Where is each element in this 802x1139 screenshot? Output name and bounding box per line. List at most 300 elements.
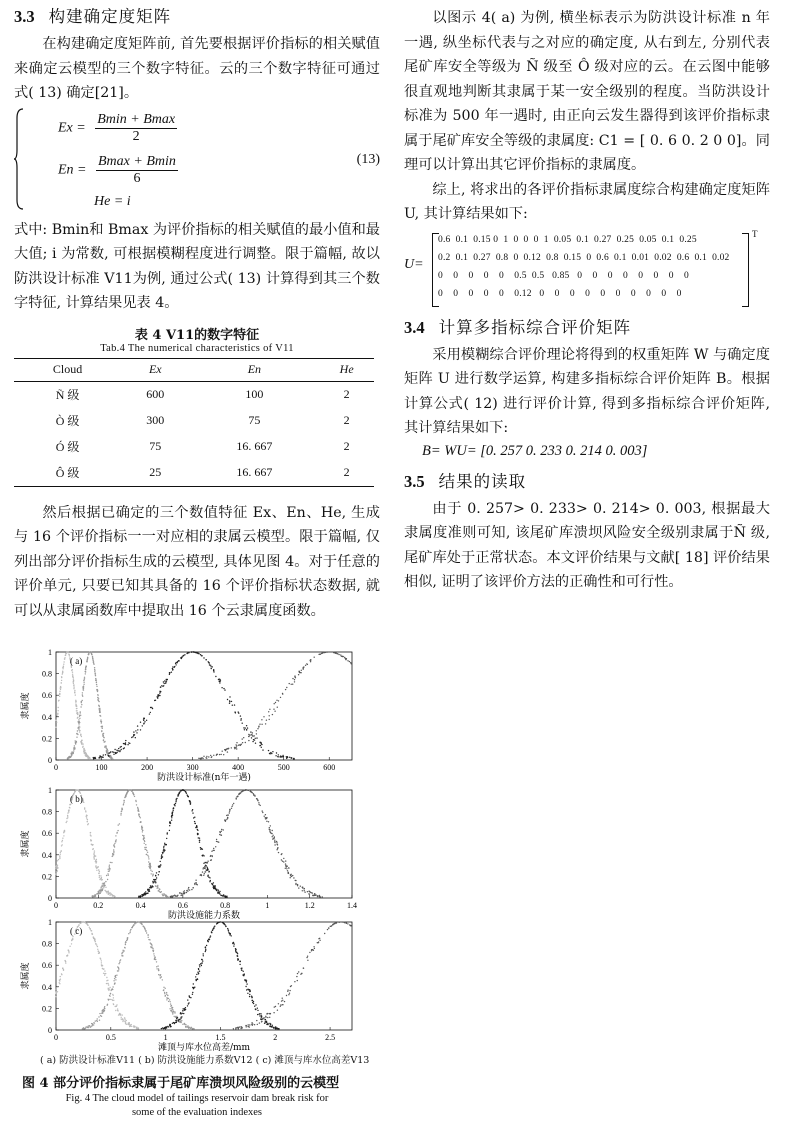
cloud-drop bbox=[350, 925, 351, 926]
cloud-drop bbox=[187, 1005, 188, 1006]
cloud-drop bbox=[173, 810, 174, 811]
cloud-series bbox=[161, 921, 280, 1029]
cloud-drop bbox=[109, 894, 110, 895]
cloud-drop bbox=[76, 733, 77, 734]
cloud-drop bbox=[287, 989, 288, 990]
cloud-drop bbox=[136, 804, 137, 805]
cloud-drop bbox=[95, 1020, 96, 1021]
cloud-drop bbox=[223, 754, 224, 755]
cloud-drop bbox=[136, 922, 137, 923]
cloud-drop bbox=[101, 730, 102, 731]
cloud-drop bbox=[100, 888, 101, 889]
cloud-drop bbox=[161, 858, 162, 859]
cloud-drop bbox=[301, 973, 302, 974]
cloud-drop bbox=[101, 1016, 102, 1017]
cloud-drop bbox=[199, 838, 200, 839]
cloud-drop bbox=[286, 758, 287, 759]
cloud-drop bbox=[102, 1010, 103, 1011]
cloud-drop bbox=[93, 661, 94, 662]
cloud-drop bbox=[209, 664, 210, 665]
cloud-drop bbox=[149, 713, 150, 714]
cloud-drop bbox=[188, 887, 189, 888]
table-cell: 25 bbox=[121, 460, 189, 487]
cloud-drop bbox=[257, 800, 258, 801]
cloud-drop bbox=[71, 939, 72, 940]
cloud-drop bbox=[171, 1009, 172, 1010]
cloud-drop bbox=[261, 1021, 262, 1022]
x-tick-label: 1.2 bbox=[304, 901, 315, 910]
cloud-drop bbox=[287, 870, 288, 871]
cloud-drop bbox=[344, 922, 345, 923]
cloud-drop bbox=[69, 804, 70, 805]
cloud-drop bbox=[161, 854, 162, 855]
cloud-drop bbox=[184, 790, 185, 791]
table-row bbox=[14, 381, 374, 408]
cloud-drop bbox=[219, 682, 220, 683]
cloud-drop bbox=[82, 696, 83, 697]
cloud-drop bbox=[240, 719, 241, 720]
cloud-drop bbox=[105, 754, 106, 755]
cloud-drop bbox=[123, 800, 124, 801]
cloud-drop bbox=[181, 657, 182, 658]
cloud-drop bbox=[68, 952, 69, 953]
cloud-drop bbox=[344, 657, 345, 658]
cloud-drop bbox=[297, 973, 298, 974]
cloud-drop bbox=[257, 1008, 258, 1009]
cloud-drop bbox=[157, 886, 158, 887]
cloud-drop bbox=[179, 792, 180, 793]
cloud-drop bbox=[286, 687, 287, 688]
cloud-drop bbox=[282, 861, 283, 862]
cloud-drop bbox=[286, 868, 287, 869]
y-axis-label: 隶属度 bbox=[21, 692, 31, 720]
cloud-drop bbox=[156, 961, 157, 962]
cloud-drop bbox=[140, 822, 141, 823]
cloud-drop bbox=[56, 996, 57, 997]
table-header: Cloud bbox=[14, 358, 121, 381]
cloud-drop bbox=[157, 965, 158, 966]
cloud-drop bbox=[233, 945, 234, 946]
cloud-drop bbox=[270, 825, 271, 826]
cloud-drop bbox=[262, 812, 263, 813]
cloud-drop bbox=[226, 749, 227, 750]
cloud-drop bbox=[166, 992, 167, 993]
cloud-drop bbox=[213, 928, 214, 929]
cloud-drop bbox=[105, 887, 106, 888]
cloud-drop bbox=[96, 870, 97, 871]
cloud-drop bbox=[100, 715, 101, 716]
cloud-drop bbox=[126, 1024, 127, 1025]
cloud-drop bbox=[151, 945, 152, 946]
cloud-drop bbox=[174, 1023, 175, 1024]
cloud-drop bbox=[256, 1020, 257, 1021]
cloud-drop bbox=[175, 1016, 176, 1017]
cloud-drop bbox=[296, 976, 297, 977]
cloud-drop bbox=[79, 791, 80, 792]
cloud-drop bbox=[143, 717, 144, 718]
cloud-drop bbox=[159, 865, 160, 866]
cloud-drop bbox=[80, 712, 81, 713]
cloud-drop bbox=[181, 1016, 182, 1017]
cloud-drop bbox=[108, 892, 109, 893]
cloud-drop bbox=[142, 831, 143, 832]
cloud-drop bbox=[258, 726, 259, 727]
cloud-drop bbox=[218, 893, 219, 894]
cloud-drop bbox=[245, 1025, 246, 1026]
cloud-drop bbox=[255, 1004, 256, 1005]
cloud-drop bbox=[144, 928, 145, 929]
cloud-drop bbox=[93, 854, 94, 855]
cloud-drop bbox=[127, 939, 128, 940]
cloud-drop bbox=[75, 704, 76, 705]
cloud-drop bbox=[125, 744, 126, 745]
cloud-drop bbox=[176, 1022, 177, 1023]
cloud-drop bbox=[268, 821, 269, 822]
cloud-drop bbox=[269, 709, 270, 710]
cloud-drop bbox=[124, 1019, 125, 1020]
cloud-drop bbox=[289, 683, 290, 684]
cloud-drop bbox=[256, 737, 257, 738]
cloud-drop bbox=[155, 881, 156, 882]
cloud-drop bbox=[198, 968, 199, 969]
cloud-drop bbox=[109, 999, 110, 1000]
cloud-drop bbox=[203, 955, 204, 956]
cloud-drop bbox=[56, 992, 57, 993]
cloud-drop bbox=[78, 719, 79, 720]
cloud-drop bbox=[214, 926, 215, 927]
cloud-drop bbox=[241, 970, 242, 971]
cloud-drop bbox=[202, 871, 203, 872]
cloud-drop bbox=[269, 829, 270, 830]
cloud-drop bbox=[61, 841, 62, 842]
cloud-drop bbox=[57, 860, 58, 861]
cloud-drop bbox=[97, 694, 98, 695]
cloud-drop bbox=[58, 710, 59, 711]
cloud-drop bbox=[154, 700, 155, 701]
cloud-drop bbox=[324, 933, 325, 934]
cloud-drop bbox=[144, 843, 145, 844]
cloud-drop bbox=[113, 851, 114, 852]
cloud-drop bbox=[90, 835, 91, 836]
cloud-drop bbox=[315, 894, 316, 895]
cloud-drop bbox=[278, 852, 279, 853]
cloud-drop bbox=[170, 1025, 171, 1026]
cloud-drop bbox=[206, 756, 207, 757]
cloud-drop bbox=[203, 875, 204, 876]
cloud-drop bbox=[123, 748, 124, 749]
cloud-drop bbox=[199, 964, 200, 965]
cloud-drop bbox=[114, 843, 115, 844]
cloud-drop bbox=[74, 690, 75, 691]
cloud-drop bbox=[112, 853, 113, 854]
cloud-drop bbox=[153, 879, 154, 880]
cloud-drop bbox=[275, 702, 276, 703]
cloud-drop bbox=[246, 1026, 247, 1027]
cloud-drop bbox=[250, 991, 251, 992]
cloud-drop bbox=[281, 853, 282, 854]
cloud-drop bbox=[281, 756, 282, 757]
cloud-drop bbox=[186, 892, 187, 893]
cloud-drop bbox=[93, 848, 94, 849]
cloud-drop bbox=[76, 708, 77, 709]
cloud-drop bbox=[257, 1010, 258, 1011]
cloud-drop bbox=[69, 807, 70, 808]
cloud-drop bbox=[102, 757, 103, 758]
cloud-drop bbox=[180, 1013, 181, 1014]
cloud-drop bbox=[342, 656, 343, 657]
cloud-drop bbox=[146, 932, 147, 933]
figure-caption-en: Fig. 4 The cloud model of tailings reservoir dam break risk for some of the evaluation indexes bbox=[65, 1093, 329, 1118]
cloud-drop bbox=[166, 895, 167, 896]
cloud-drop bbox=[241, 968, 242, 969]
table-header: He bbox=[319, 358, 374, 381]
cloud-drop bbox=[105, 746, 106, 747]
cloud-drop bbox=[174, 666, 175, 667]
cloud-drop bbox=[319, 940, 320, 941]
cloud-drop bbox=[177, 895, 178, 896]
cloud-drop bbox=[99, 877, 100, 878]
cloud-drop bbox=[207, 862, 208, 863]
cloud-drop bbox=[286, 995, 287, 996]
cloud-drop bbox=[265, 1022, 266, 1023]
cloud-drop bbox=[184, 890, 185, 891]
cloud-drop bbox=[237, 955, 238, 956]
cloud-drop bbox=[148, 937, 149, 938]
cloud-drop bbox=[69, 946, 70, 947]
cloud-drop bbox=[195, 823, 196, 824]
cloud-drop bbox=[260, 745, 261, 746]
cloud-drop bbox=[267, 1024, 268, 1025]
paragraph: 在构建确定度矩阵前, 首先要根据评价指标的相关赋值来确定云模型的三个数字特征。云的三个数字特征可通过式( 13) 确定[21]。 bbox=[14, 36, 380, 101]
cloud-drop bbox=[215, 888, 216, 889]
cloud-drop bbox=[77, 790, 78, 791]
cloud-drop bbox=[231, 747, 232, 748]
figure-4-plots bbox=[14, 648, 380, 1066]
cloud-drop bbox=[104, 1008, 105, 1009]
cloud-drop bbox=[232, 942, 233, 943]
cloud-drop bbox=[163, 987, 164, 988]
cloud-drop bbox=[342, 921, 343, 922]
cloud-drop bbox=[155, 959, 156, 960]
cloud-drop bbox=[297, 980, 298, 981]
cloud-drop bbox=[83, 680, 84, 681]
cloud-drop bbox=[203, 657, 204, 658]
cloud-drop bbox=[96, 859, 97, 860]
cloud-drop bbox=[68, 810, 69, 811]
cloud-drop bbox=[66, 652, 67, 653]
cloud-drop bbox=[93, 938, 94, 939]
cloud-drop bbox=[147, 893, 148, 894]
cloud-drop bbox=[65, 962, 66, 963]
cloud-drop bbox=[179, 1019, 180, 1020]
cloud-drop bbox=[89, 927, 90, 928]
cloud-drop bbox=[158, 871, 159, 872]
cloud-drop bbox=[202, 849, 203, 850]
cloud-drop bbox=[318, 941, 319, 942]
matrix-U: U= T 0.6 0.1 0.15 0 1 0 0 0 1 0.05 0.1 0.27 0.25 0.05 0.1 0.25 0.2 0.1 0.27 0.8 0 0.12 0.8 0.15 0 0.6 0.1 0.01 0.02 0.6 0.1 0.02 0 0 0 0 0 0.5 0.5 0.85 0 0 0 0 0 0 0 0 0 0 0 0 0 0.12 0 0 0 0 0 0 0 0 0 0 bbox=[404, 233, 770, 309]
y-tick-label: 0.2 bbox=[42, 1004, 52, 1014]
cloud-drop bbox=[104, 885, 105, 886]
cloud-drop bbox=[98, 1016, 99, 1017]
cloud-drop bbox=[124, 1021, 125, 1022]
cloud-drop bbox=[91, 930, 92, 931]
cloud-drop bbox=[203, 855, 204, 856]
cloud-drop bbox=[250, 791, 251, 792]
cloud-drop bbox=[119, 823, 120, 824]
cloud-drop bbox=[265, 814, 266, 815]
cloud-drop bbox=[223, 923, 224, 924]
cloud-drop bbox=[169, 821, 170, 822]
cloud-drop bbox=[159, 892, 160, 893]
x-tick-label: 500 bbox=[277, 763, 290, 772]
cloud-drop bbox=[60, 689, 61, 690]
cloud-drop bbox=[99, 871, 100, 872]
cloud-drop bbox=[150, 712, 151, 713]
cloud-drop bbox=[282, 1004, 283, 1005]
cloud-series bbox=[55, 921, 139, 1029]
cloud-drop bbox=[87, 824, 88, 825]
cloud-drop bbox=[229, 696, 230, 697]
cloud-drop bbox=[157, 695, 158, 696]
cloud-drop bbox=[66, 818, 67, 819]
table-cell: 2 bbox=[343, 413, 350, 427]
cloud-drop bbox=[165, 988, 166, 989]
cloud-drop bbox=[282, 693, 283, 694]
cloud-drop bbox=[222, 922, 223, 923]
cloud-drop bbox=[134, 923, 135, 924]
cloud-drop bbox=[149, 889, 150, 890]
cloud-drop bbox=[268, 711, 269, 712]
y-tick-label: 0.4 bbox=[42, 982, 52, 992]
y-tick-label: 0.4 bbox=[42, 850, 52, 860]
x-tick-label: 300 bbox=[186, 763, 199, 772]
cloud-drop bbox=[147, 889, 148, 890]
cloud-drop bbox=[119, 751, 120, 752]
cloud-drop bbox=[166, 838, 167, 839]
cloud-drop bbox=[145, 931, 146, 932]
cloud-drop bbox=[161, 1028, 162, 1029]
cloud-drop bbox=[56, 988, 57, 989]
cloud-drop bbox=[178, 1019, 179, 1020]
cloud-drop bbox=[87, 925, 88, 926]
cloud-drop bbox=[310, 660, 311, 661]
cloud-drop bbox=[93, 663, 94, 664]
cloud-drop bbox=[66, 821, 67, 822]
cloud-drop bbox=[272, 751, 273, 752]
cloud-drop bbox=[241, 744, 242, 745]
cloud-drop bbox=[255, 743, 256, 744]
cloud-drop bbox=[95, 758, 96, 759]
cloud-drop bbox=[171, 815, 172, 816]
paragraph: 以图示 4( a) 为例, 横坐标表示为防洪设计标准 n 年一遇, 纵坐标代表与之对应的确定度, 从右到左, 分别代表尾矿库安全等级为 Ñ 级至 Ô 级对应的云。在云图中能够很直观地判断其隶属于某一安全级别的程度。当防洪设计标准为 500 年一遇时, 由正向云发生器得到该评价指标隶属于尾矿库安全等级的隶属度: C1 = [ 0. 6 0. 2 0 0]。同理可以计算出其它评价指标的隶属度。 bbox=[404, 10, 770, 173]
cloud-drop bbox=[246, 981, 247, 982]
cloud-drop bbox=[87, 1027, 88, 1028]
cloud-drop bbox=[325, 652, 326, 653]
cloud-drop bbox=[285, 865, 286, 866]
cloud-drop bbox=[203, 867, 204, 868]
cloud-drop bbox=[125, 740, 126, 741]
cloud-drop bbox=[260, 1018, 261, 1019]
cloud-drop bbox=[133, 731, 134, 732]
cloud-drop bbox=[235, 712, 236, 713]
cloud-drop bbox=[312, 895, 313, 896]
cloud-drop bbox=[102, 890, 103, 891]
cloud-drop bbox=[151, 707, 152, 708]
cloud-drop bbox=[59, 979, 60, 980]
cloud-drop bbox=[61, 676, 62, 677]
cloud-drop bbox=[173, 1011, 174, 1012]
cloud-drop bbox=[101, 721, 102, 722]
cloud-drop bbox=[171, 895, 172, 896]
cloud-drop bbox=[202, 960, 203, 961]
table-cell: 75 bbox=[248, 413, 261, 427]
cloud-drop bbox=[146, 847, 147, 848]
cloud-drop bbox=[259, 1015, 260, 1016]
cloud-drop bbox=[73, 683, 74, 684]
cloud-drop bbox=[210, 665, 211, 666]
cloud-drop bbox=[174, 895, 175, 896]
cloud-drop bbox=[180, 1021, 181, 1022]
cloud-drop bbox=[171, 817, 172, 818]
cloud-drop bbox=[147, 855, 148, 856]
cloud-drop bbox=[98, 757, 99, 758]
cloud-drop bbox=[152, 871, 153, 872]
cloud-drop bbox=[267, 1017, 268, 1018]
x-tick-label: 1 bbox=[265, 901, 270, 910]
cloud-drop bbox=[165, 681, 166, 682]
cloud-drop bbox=[99, 879, 100, 880]
cloud-drop bbox=[83, 748, 84, 749]
cloud-drop bbox=[81, 736, 82, 737]
cloud-drop bbox=[213, 755, 214, 756]
cloud-drop bbox=[252, 1000, 253, 1001]
cloud-drop bbox=[182, 789, 183, 790]
cloud-drop bbox=[63, 969, 64, 970]
cloud-drop bbox=[162, 979, 163, 980]
cloud-drop bbox=[195, 979, 196, 980]
cloud-drop bbox=[181, 893, 182, 894]
paragraph: 综上, 将求出的各评价指标隶属度综合构建确定度矩阵 U, 其计算结果如下: bbox=[404, 181, 770, 222]
cloud-drop bbox=[287, 991, 288, 992]
cloud-drop bbox=[96, 893, 97, 894]
cloud-drop bbox=[118, 1014, 119, 1015]
cloud-drop bbox=[160, 974, 161, 975]
cloud-drop bbox=[245, 789, 246, 790]
cloud-drop bbox=[314, 894, 315, 895]
cloud-drop bbox=[87, 756, 88, 757]
cloud-drop bbox=[124, 1017, 125, 1018]
cloud-drop bbox=[200, 849, 201, 850]
cloud-drop bbox=[277, 707, 278, 708]
cloud-drop bbox=[261, 719, 262, 720]
cloud-drop bbox=[106, 977, 107, 978]
cloud-drop bbox=[299, 671, 300, 672]
cloud-drop bbox=[219, 834, 220, 835]
cloud-drop bbox=[278, 756, 279, 757]
cloud-drop bbox=[93, 896, 94, 897]
cloud-drop bbox=[169, 672, 170, 673]
cloud-drop bbox=[225, 926, 226, 927]
cloud-drop bbox=[261, 747, 262, 748]
x-tick-label: 2.5 bbox=[325, 1033, 336, 1042]
y-axis-label: 隶属度 bbox=[21, 962, 31, 990]
cloud-drop bbox=[143, 894, 144, 895]
cloud-drop bbox=[307, 664, 308, 665]
cloud-drop bbox=[227, 751, 228, 752]
cloud-drop bbox=[63, 664, 64, 665]
cloud-drop bbox=[159, 692, 160, 693]
cloud-drop bbox=[150, 870, 151, 871]
